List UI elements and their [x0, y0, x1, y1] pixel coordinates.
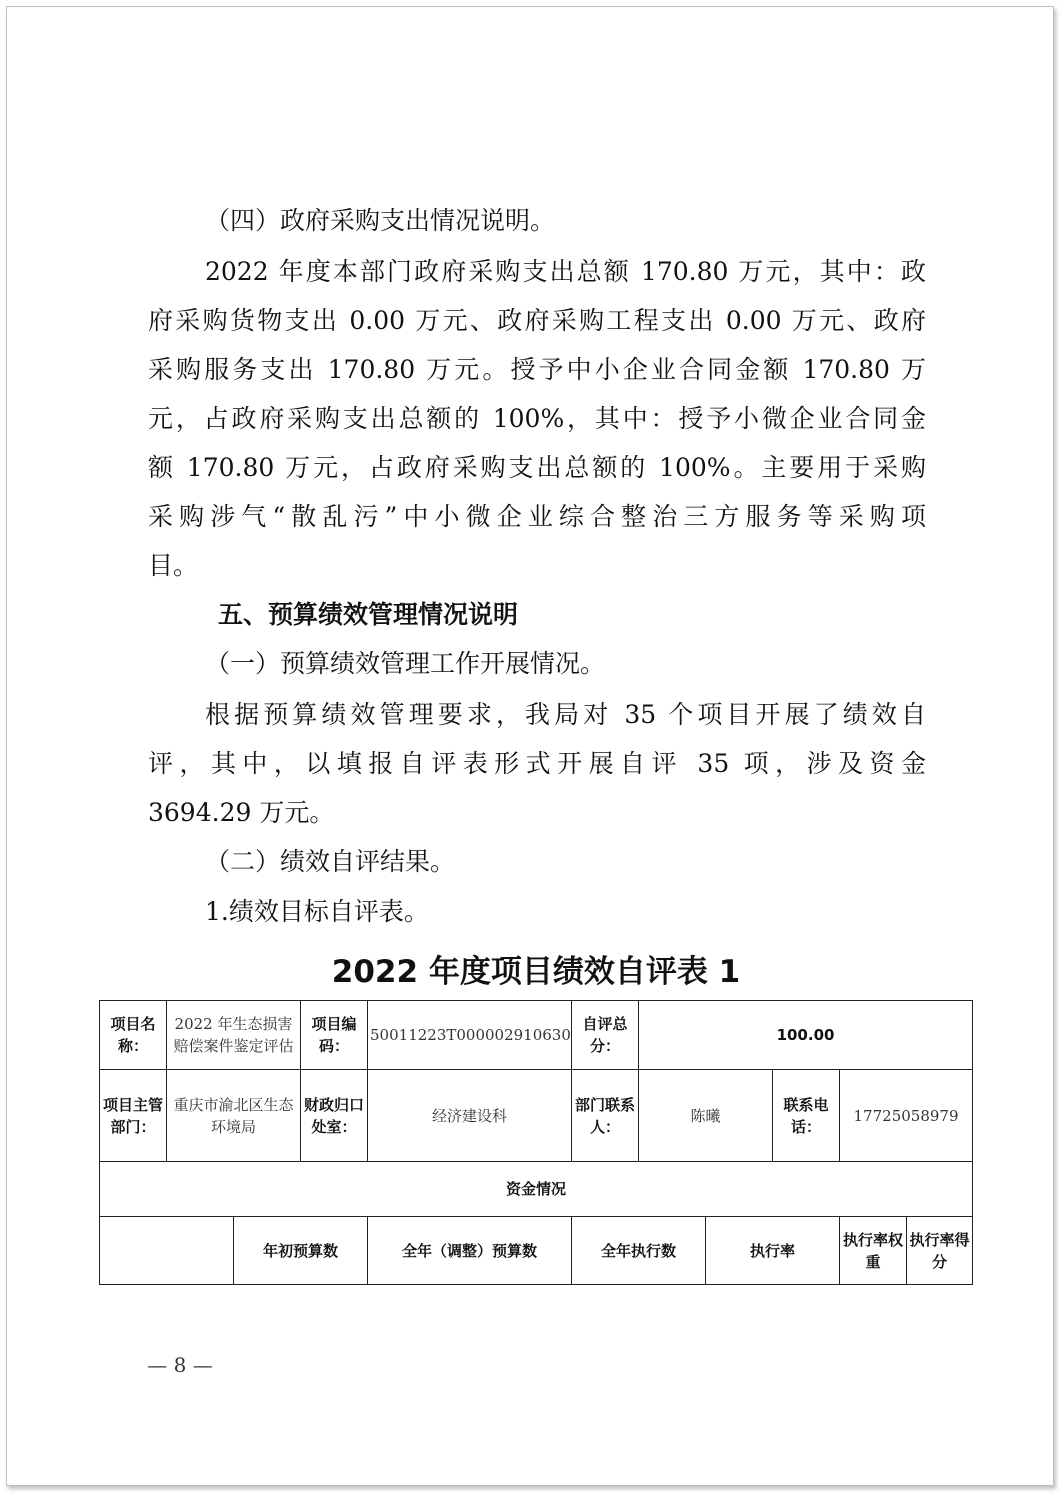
gov-paragraph-line-6: 采购涉气“散乱污”中小微企业综合整治三方服务等采购项 — [148, 502, 926, 531]
table-row — [100, 1001, 973, 1070]
phone-value: 17725058979 — [840, 1070, 973, 1162]
col-exec-weight: 执行率权重 — [840, 1217, 907, 1285]
sub-2-heading: （二）绩效自评结果。 — [205, 847, 456, 876]
project-code-label: 项目编码： — [301, 1001, 368, 1070]
gov-paragraph-line-5: 额 170.80 万元，占政府采购支出总额的 100%。主要用于采购 — [148, 453, 926, 482]
finance-office-label: 财政归口处室： — [301, 1070, 368, 1162]
section-5-heading: 五、预算绩效管理情况说明 — [218, 600, 519, 629]
project-code-value: 50011223T000002910630 — [368, 1001, 572, 1070]
funds-header: 资金情况 — [100, 1162, 973, 1217]
performance-evaluation-table — [99, 1000, 973, 1285]
gov-paragraph-line-2: 府采购货物支出 0.00 万元、政府采购工程支出 0.00 万元、政府 — [148, 306, 926, 335]
table-title: 2022 年度项目绩效自评表 1 — [331, 954, 741, 990]
gov-paragraph-line-7: 目。 — [148, 551, 199, 580]
sub-1-line-2: 评，其中，以填报自评表形式开展自评 35 项，涉及资金 — [148, 749, 926, 778]
gov-paragraph-line-4: 元，占政府采购支出总额的 100%，其中：授予小微企业合同金 — [148, 404, 926, 433]
gov-paragraph-line-3: 采购服务支出 170.80 万元。授予中小企业合同金额 170.80 万 — [148, 355, 926, 384]
sub-1-line-1: 根据预算绩效管理要求，我局对 35 个项目开展了绩效自 — [205, 700, 926, 729]
sub-1-heading: （一）预算绩效管理工作开展情况。 — [205, 649, 606, 678]
project-name-label: 项目名称： — [100, 1001, 167, 1070]
gov-procurement-heading: （四）政府采购支出情况说明。 — [205, 206, 556, 235]
project-name-value: 2022 年生态损害赔偿案件鉴定评估 — [167, 1001, 301, 1070]
self-score-label: 自评总分： — [572, 1001, 639, 1070]
page-number: — 8 — — [147, 1353, 213, 1377]
table-row — [100, 1070, 973, 1162]
sub-1-line-3: 3694.29 万元。 — [148, 798, 335, 827]
phone-label: 联系电话： — [773, 1070, 840, 1162]
col-exec-score: 执行率得分 — [907, 1217, 973, 1285]
finance-office-value: 经济建设科 — [368, 1070, 572, 1162]
self-score-value: 100.00 — [639, 1001, 973, 1070]
col-exec-rate: 执行率 — [706, 1217, 840, 1285]
dept-label: 项目主管部门： — [100, 1070, 167, 1162]
contact-label: 部门联系人： — [572, 1070, 639, 1162]
gov-paragraph-line-1: 2022 年度本部门政府采购支出总额 170.80 万元，其中：政 — [205, 257, 926, 286]
dept-value: 重庆市渝北区生态环境局 — [167, 1070, 301, 1162]
empty-cell — [100, 1217, 234, 1285]
table-row — [100, 1217, 973, 1285]
col-initial-budget: 年初预算数 — [234, 1217, 368, 1285]
col-adjusted-budget: 全年（调整）预算数 — [368, 1217, 572, 1285]
col-executed: 全年执行数 — [572, 1217, 706, 1285]
contact-value: 陈曦 — [639, 1070, 773, 1162]
item-1-heading: 1.绩效目标自评表。 — [205, 897, 429, 926]
table-row — [100, 1162, 973, 1217]
